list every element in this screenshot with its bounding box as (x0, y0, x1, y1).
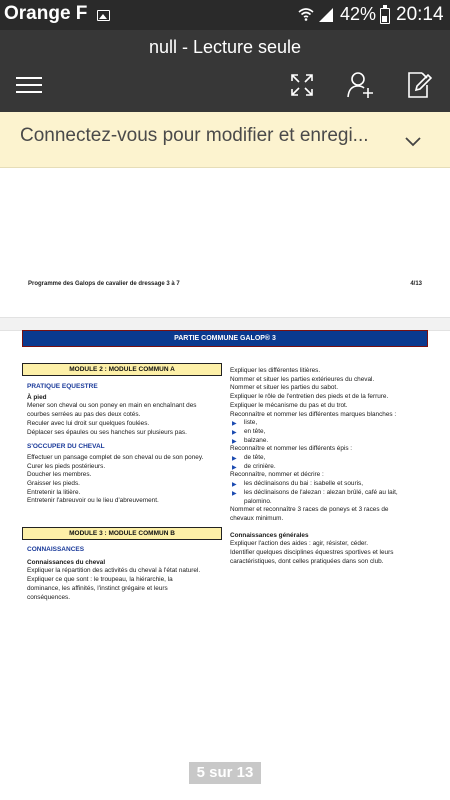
signal-icon (318, 7, 334, 28)
epis-intro: Reconnaître et nommer les différents épis : (230, 445, 353, 453)
a-pied-heading: À pied (27, 393, 47, 401)
soccuper-heading: S'OCCUPER DU CHEVAL (27, 443, 105, 451)
sign-in-banner[interactable] (0, 112, 450, 168)
right-line: Nommer et situer les parties extérieures du cheval. (230, 375, 375, 383)
document-viewer[interactable] (0, 169, 450, 800)
left-column-upper (27, 379, 219, 506)
right-line: Expliquer les différentes litières. (230, 367, 321, 374)
a-pied-line: Mener son cheval ou son poney en main en enchaînant des (27, 402, 197, 410)
races-line: chevaux minimum. (230, 514, 284, 522)
bullet-arrow-icon: ▶ (232, 456, 237, 463)
sign-in-message: Connectez-vous pour modifier et enregi... (20, 125, 369, 146)
a-pied-line: Reculer avec lui droit sur quelques foulées. (27, 419, 150, 427)
bullet-arrow-icon: ▶ (232, 421, 237, 428)
wifi-icon (298, 6, 314, 27)
races-line: Nommer et reconnaître 3 races de poneys et 3 races de (230, 506, 389, 514)
a-pied-line: Déplacer ses épaules ou ses hanches sur plusieurs pas. (27, 428, 187, 436)
page-indicator: 5 sur 13 (189, 762, 261, 784)
cheval-line: dominance, les affinités, l'instinct grégaire et leurs (27, 584, 168, 592)
robes-intro: Reconnaître, nommer et décrire : (230, 471, 324, 479)
battery-percent: 42% (340, 4, 377, 24)
cheval-line: Expliquer la répartition des activités du cheval à l'état naturel. (27, 567, 201, 575)
image-notification-icon (97, 10, 110, 21)
soccuper-line: Graisser les pieds. (27, 480, 80, 488)
marque-item: ▶ balzane. (232, 436, 269, 445)
generales-line: caractéristiques, dont celles pratiquées dans son club. (230, 557, 384, 565)
soccuper-line: Curer les pieds postérieurs. (27, 462, 106, 470)
edit-document-icon[interactable] (402, 68, 436, 102)
epi-item: ▶ de crinière. (232, 462, 276, 471)
right-line: Nommer et situer les parties du sabot. (230, 384, 338, 392)
cheval-line: Expliquer ce que sont : le troupeau, la hiérarchie, la (27, 576, 173, 584)
marque-item: ▶ en tête, (232, 427, 266, 436)
bullet-arrow-icon: ▶ (232, 464, 237, 471)
module2-title: MODULE 2 : MODULE COMMUN A (22, 363, 222, 376)
cheval-line: conséquences. (27, 593, 70, 601)
right-line: Expliquer le mécanisme du pas et du trot. (230, 401, 348, 409)
page-separator (0, 317, 450, 331)
generales-heading: Connaissances générales (230, 531, 309, 539)
add-person-icon[interactable] (344, 68, 378, 102)
battery-icon (380, 8, 390, 24)
module3-title: MODULE 3 : MODULE COMMUN B (22, 527, 222, 540)
cheval-heading: Connaissances du cheval (27, 558, 106, 566)
robe-item-continued: palomino. (244, 497, 272, 505)
pratique-heading: PRATIQUE EQUESTRE (27, 383, 98, 390)
clock: 20:14 (396, 4, 444, 25)
a-pied-line: courbes serrées au pas des deux cotés. (27, 411, 141, 419)
carrier-name: Orange F (4, 3, 88, 24)
soccuper-line: Entretenir l'abreuvoir ou le lieu d'abreuvement. (27, 497, 159, 505)
bullet-arrow-icon: ▶ (232, 482, 237, 489)
marque-item: ▶ liste, (232, 419, 258, 428)
status-bar (0, 0, 450, 30)
bullet-arrow-icon: ▶ (232, 429, 237, 436)
hamburger-menu-icon[interactable] (12, 68, 46, 102)
fullscreen-expand-icon[interactable] (285, 68, 319, 102)
right-line: Reconnaître et nommer les différentes marques blanches : (230, 410, 397, 418)
robe-item: ▶ les déclinaisons de l'alezan : alezan brûlé, café au lait, (232, 488, 398, 497)
page-header-number: 4/13 (410, 281, 422, 287)
app-bar (0, 30, 450, 112)
page-header-title: Programme des Galops de cavalier de dressage 3 à 7 (28, 281, 180, 287)
document-title: null - Lecture seule (148, 37, 302, 57)
epi-item: ▶ de tête, (232, 454, 266, 463)
generales-line: Expliquer l'action des aides : agir, résister, céder. (230, 540, 368, 548)
left-column-lower (27, 542, 219, 602)
soccuper-line: Doucher les membres. (27, 471, 92, 479)
bullet-arrow-icon: ▶ (232, 438, 237, 445)
generales-line: Identifier quelques disciplines équestres sportives et leurs (230, 549, 394, 557)
soccuper-line: Effectuer un pansage complet de son cheval ou de son poney. (27, 453, 204, 461)
right-line: Expliquer le rôle de l'entretien des pieds et de la ferrure. (230, 393, 389, 401)
robe-item: ▶ les déclinaisons du bai : isabelle et souris, (232, 480, 364, 489)
soccuper-line: Entretenir la litière. (27, 488, 81, 496)
connaissances-heading: CONNAISSANCES (27, 546, 85, 553)
chevron-down-icon[interactable] (405, 134, 421, 152)
right-column (230, 367, 426, 566)
section-title: PARTIE COMMUNE GALOP® 3 (22, 330, 428, 347)
page-header (28, 281, 422, 287)
bullet-arrow-icon: ▶ (232, 490, 237, 497)
